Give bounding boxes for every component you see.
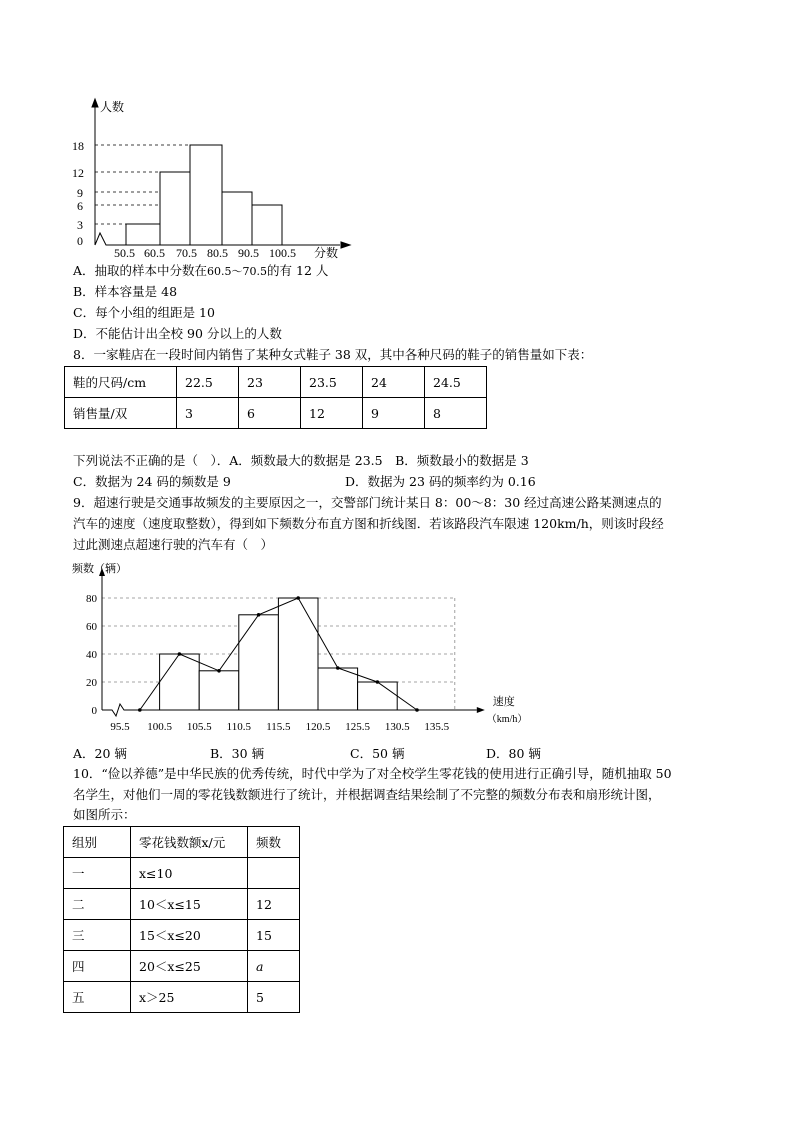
speed-histogram (70, 560, 550, 735)
hist1-ytick: 3 (77, 218, 83, 232)
x-tick-label: 100.5 (147, 721, 172, 733)
y-tick-label: 60 (86, 621, 97, 633)
hist1-xtick: 90.5 (238, 246, 259, 260)
hist1-ytick: 9 (77, 186, 83, 200)
table-cell: 23 (239, 367, 301, 398)
polygon-point (257, 613, 261, 617)
q7-option-d: D．不能估计出全校 90 分以上的人数 (73, 326, 282, 341)
hist1-ylabel: 人数 (100, 100, 125, 114)
table-row (64, 982, 300, 1013)
allowance-table (63, 826, 300, 1013)
x-axis-arrow (477, 707, 485, 713)
table-cell: 3 (177, 398, 239, 429)
hist1-ytick: 18 (72, 139, 84, 153)
q7-option-c: C．每个小组的组距是 10 (73, 305, 215, 320)
table-cell: 12 (301, 398, 363, 429)
y-tick-label: 80 (86, 593, 97, 605)
polygon-point (296, 596, 300, 600)
table-cell: 组别 (64, 827, 131, 858)
q9-option-b: B．30 辆 (210, 746, 265, 761)
table-cell: 22.5 (177, 367, 239, 398)
histogram-bar (239, 615, 279, 710)
hist1-xtick: 60.5 (144, 246, 165, 260)
q8-options-line1: 下列说法不正确的是（ ）．A．频数最大的数据是 23.5 B．频数最小的数据是 3 (73, 453, 529, 468)
x-tick-label: 110.5 (226, 721, 251, 733)
table-row (64, 889, 300, 920)
table-row (65, 367, 487, 398)
y-tick-label: 20 (86, 677, 97, 689)
table-cell: 12 (248, 889, 300, 920)
x-tick-label: 95.5 (110, 721, 130, 733)
q8-option-c: C．数据为 24 码的频数是 9 (73, 474, 231, 489)
table-cell: 一 (64, 858, 131, 889)
q10-stem-line3: 如图所示： (73, 807, 136, 822)
q10-stem-line1: 10．“俭以养德”是中华民族的优秀传统，时代中学为了对全校学生零花钱的使用进行正确引导，随机抽取 50 (73, 766, 672, 781)
polygon-point (376, 680, 380, 684)
histogram-bar (160, 654, 200, 710)
q9-option-d: D．80 辆 (486, 746, 541, 761)
x-axis-unit: （km/h） (486, 714, 528, 725)
table-row (64, 827, 300, 858)
hist1-xlabel: 分数 (314, 246, 339, 260)
x-tick-label: 115.5 (266, 721, 291, 733)
hist1-xtick: 50.5 (114, 246, 135, 260)
histogram-bar (199, 671, 239, 710)
y-axis-label: 频数（辆） (72, 563, 127, 575)
histogram-bar (278, 598, 318, 710)
q7-option-b: B．样本容量是 48 (73, 284, 178, 299)
hist1-xtick: 80.5 (207, 246, 228, 260)
hist1-xtick: 70.5 (176, 246, 197, 260)
q9-option-a: A．20 辆 (73, 746, 127, 761)
table-cell: 5 (248, 982, 300, 1013)
table-cell: 15 (248, 920, 300, 951)
table-cell: 鞋的尺码/cm (65, 367, 177, 398)
x-tick-label: 125.5 (345, 721, 370, 733)
table-row (65, 398, 487, 429)
table-cell: 频数 (248, 827, 300, 858)
polygon-point (336, 666, 340, 670)
x-tick-label: 135.5 (424, 721, 450, 733)
table-cell: a (248, 951, 300, 982)
q9-option-c: C．50 辆 (350, 746, 405, 761)
q9-stem-line3: 过此测速点超速行驶的汽车有（ ） (73, 537, 274, 552)
table-cell: 零花钱数额x/元 (131, 827, 248, 858)
table-row (64, 920, 300, 951)
x-tick-label: 120.5 (305, 721, 331, 733)
x-axis-label: 速度 (492, 696, 515, 708)
table-cell: 15＜x≤20 (131, 920, 248, 951)
table-cell: 8 (425, 398, 487, 429)
q9-stem-line1: 9．超速行驶是交通事故频发的主要原因之一，交警部门统计某日 8：00～8：30 经过高速公路某测速点的 (73, 495, 662, 510)
q9-stem-line2: 汽车的速度（速度取整数），得到如下频数分布直方图和折线图．若该路段汽车限速 120km/h，则该时段经 (73, 516, 664, 531)
table-cell: 6 (239, 398, 301, 429)
hist1-xtick: 100.5 (269, 246, 296, 260)
histogram-bar (358, 682, 398, 710)
table-cell: 23.5 (301, 367, 363, 398)
hist1-ytick: 12 (72, 166, 84, 180)
table-cell: 9 (363, 398, 425, 429)
y-tick-label: 40 (86, 649, 97, 661)
table-row (64, 951, 300, 982)
hist1-ytick: 0 (77, 234, 83, 248)
table-cell: 销售量/双 (65, 398, 177, 429)
score-histogram (60, 95, 360, 260)
table-cell: x≤10 (131, 858, 248, 889)
y-tick-label: 0 (91, 705, 97, 717)
q10-stem-line2: 名学生，对他们一周的零花钱数额进行了统计，并根据调查结果绘制了不完整的频数分布表和扇形统计图， (73, 787, 661, 802)
table-cell: 20＜x≤25 (131, 951, 248, 982)
table-cell: 三 (64, 920, 131, 951)
shoe-size-table (64, 366, 487, 429)
histogram-bar (318, 668, 358, 710)
polygon-point (415, 708, 419, 712)
table-cell: x＞25 (131, 982, 248, 1013)
x-tick-label: 130.5 (384, 721, 410, 733)
table-cell: 五 (64, 982, 131, 1013)
q7-option-a: A．抽取的样本中分数在60.5～70.5的有 12 人 (73, 263, 329, 278)
q8-stem: 8．一家鞋店在一段时间内销售了某种女式鞋子 38 双，其中各种尺码的鞋子的销售量如下表： (73, 347, 593, 362)
x-tick-label: 105.5 (186, 721, 212, 733)
polygon-point (178, 652, 182, 656)
table-cell: 10＜x≤15 (131, 889, 248, 920)
table-cell (248, 858, 300, 889)
table-cell: 24 (363, 367, 425, 398)
polygon-point (138, 708, 142, 712)
polygon-point (217, 669, 221, 673)
table-row (64, 858, 300, 889)
table-cell: 四 (64, 951, 131, 982)
hist1-ytick: 6 (77, 199, 83, 213)
table-cell: 二 (64, 889, 131, 920)
q8-option-d: D．数据为 23 码的频率约为 0.16 (345, 474, 536, 489)
table-cell: 24.5 (425, 367, 487, 398)
